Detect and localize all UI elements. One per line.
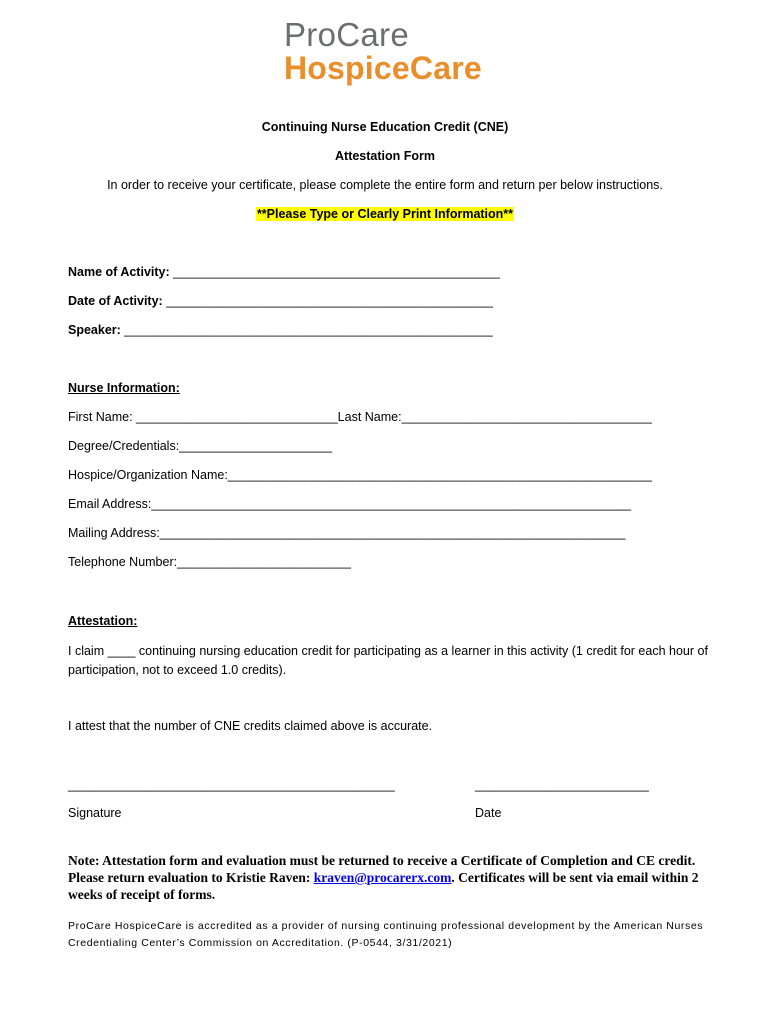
print-notice-highlight: **Please Type or Clearly Print Information** xyxy=(256,207,514,221)
activity-date-field[interactable]: _______________________________________________ xyxy=(166,294,493,308)
organization-field[interactable]: Hospice/Organization Name:_____________________________________________________________ xyxy=(68,468,652,482)
attest-text: I attest that the number of CNE credits claimed above is accurate. xyxy=(68,719,433,733)
degree-field[interactable]: Degree/Credentials:______________________ xyxy=(68,439,333,453)
accreditation-statement: ProCare HospiceCare is accredited as a provider of nursing continuing professional development by the American Nurses Credentialing Center’s Commission on Accreditation. (P-0544, 3/31/2021) xyxy=(68,920,704,949)
claim-text: I claim ____ continuing nursing education credit for participating as a learner in this activity (1 credit for each hour of participation, not to exceed 1.0 credits). xyxy=(68,644,708,677)
name-field[interactable]: First Name: _____________________________Last Name:____________________________________ xyxy=(68,410,652,424)
activity-name-field[interactable]: _______________________________________________ xyxy=(173,265,500,279)
speaker-label: Speaker: xyxy=(68,323,121,337)
email-field[interactable]: Email Address:_____________________________________________________________________ xyxy=(68,497,632,511)
return-note-text: Note: Attestation form and evaluation must be returned to receive a Certificate of Completion and CE credit. Please return evaluation to Kristie Raven: xyxy=(68,853,696,885)
return-note xyxy=(68,852,708,903)
return-note-text-end: . Certificates will be sent via email within 2 weeks of receipt of forms. xyxy=(68,870,699,902)
form-instructions: In order to receive your certificate, please complete the entire form and return per below instructions. xyxy=(107,178,663,192)
signature-label: Signature xyxy=(68,806,122,820)
nurse-info-heading: Nurse Information: xyxy=(68,381,180,395)
telephone-field[interactable]: Telephone Number:_________________________ xyxy=(68,555,351,569)
date-field[interactable]: _________________________ xyxy=(475,778,649,792)
date-label: Date xyxy=(475,806,502,820)
activity-date-row xyxy=(68,294,493,308)
email-link[interactable]: kraven@procarerx.com xyxy=(313,870,452,885)
form-title: Continuing Nurse Education Credit (CNE) xyxy=(261,120,509,134)
logo-procare: ProCare xyxy=(284,16,409,53)
activity-name-label: Name of Activity: xyxy=(68,265,170,279)
print-notice xyxy=(0,207,770,221)
attestation-heading: Attestation: xyxy=(68,614,138,628)
activity-name-row xyxy=(68,265,500,279)
logo-hospicecare: HospiceCare xyxy=(284,50,482,86)
mailing-address-field[interactable]: Mailing Address:___________________________________________________________________ xyxy=(68,526,626,540)
speaker-field[interactable]: _____________________________________________________ xyxy=(124,323,493,337)
form-subtitle: Attestation Form xyxy=(335,149,435,163)
speaker-row xyxy=(68,323,493,337)
activity-date-label: Date of Activity: xyxy=(68,294,163,308)
signature-field[interactable]: _______________________________________________ xyxy=(68,778,395,792)
